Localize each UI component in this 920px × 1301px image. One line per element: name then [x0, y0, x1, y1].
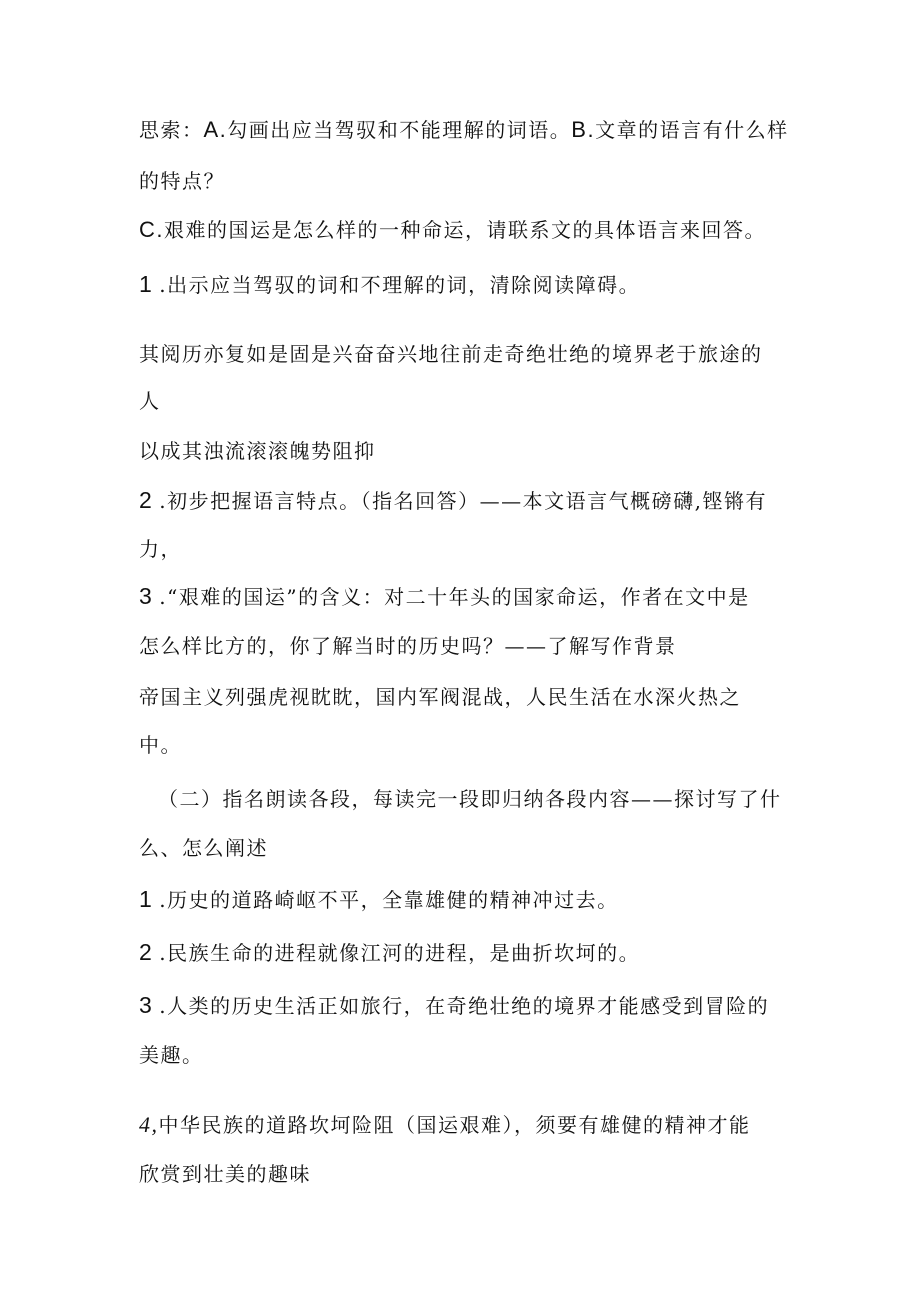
option-a-text: 勾画出应当驾驭和不能理解的词语。 [227, 118, 572, 142]
option-b-letter: B. [571, 117, 596, 142]
item-2-text: .初步把握语言特点。（指名回答）——本文语言气概磅礴,铿锵有 [159, 489, 768, 513]
item-2-cont: 力， [139, 537, 182, 561]
item-1-text: .出示应当驾驭的词和不理解的词，清除阅读障碍。 [159, 273, 641, 297]
item-3-cont: 怎么样比方的，你了解当时的历史吗？——了解写作背景 [139, 634, 677, 658]
option-c-letter: C. [139, 217, 164, 242]
list-item-1 [139, 885, 619, 914]
vocab-line-1-cont: 人 [139, 389, 161, 413]
option-c-line [139, 216, 766, 244]
background-cont: 中。 [139, 733, 182, 757]
item-1-number: 1 [139, 271, 154, 297]
list-item-3-text: .人类的历史生活正如旅行，在奇绝壮绝的境界才能感受到冒险的 [159, 994, 770, 1018]
background-line: 帝国主义列强虎视眈眈，国内军阀混战，人民生活在水深火热之 [139, 685, 741, 709]
item-4-line [139, 1111, 751, 1139]
think-prompt-cont: 的特点？ [139, 169, 225, 193]
option-b-text: 文章的语言有什么样 [595, 118, 789, 142]
think-prefix: 思索： [139, 118, 204, 142]
think-prompt-line [139, 116, 789, 144]
item-2-number: 2 [139, 487, 154, 513]
section-2-cont: 么、怎么阐述 [139, 836, 268, 860]
item-3-text: .“艰难的国运”的含义：对二十年头的国家命运，作者在文中是 [159, 585, 750, 609]
item-2-line [139, 486, 767, 515]
list-item-2-text: .民族生命的进程就像江河的进程，是曲折坎坷的。 [159, 941, 641, 965]
item-3-line [139, 582, 750, 611]
item-3-number: 3 [139, 583, 154, 609]
item-1-line [139, 270, 640, 299]
section-2-line: （二）指名朗读各段，每读完一段即归纳各段内容——探讨写了什 [158, 787, 782, 811]
item-4-cont: 欣赏到壮美的趣味 [139, 1162, 311, 1186]
list-item-1-text: .历史的道路崎岖不平，全靠雄健的精神冲过去。 [159, 888, 619, 912]
item-4-number: 4, [139, 1112, 159, 1137]
vocab-line-2: 以成其浊流滚滚魄势阻抑 [139, 439, 376, 463]
list-item-3-number: 3 [139, 992, 154, 1018]
list-item-3-cont: 美趣。 [139, 1043, 204, 1067]
list-item-2 [139, 938, 640, 967]
list-item-2-number: 2 [139, 939, 154, 965]
vocab-line-1: 其阅历亦复如是固是兴奋奋兴地往前走奇绝壮绝的境界老于旅途的 [139, 342, 763, 366]
list-item-3 [139, 991, 769, 1020]
item-4-text: 中华民族的道路坎坷险阻（国运艰难），须要有雄健的精神才能 [158, 1113, 751, 1137]
option-a-letter: A. [203, 117, 228, 142]
list-item-1-number: 1 [139, 886, 154, 912]
option-c-text: 艰难的国运是怎么样的一种命运，请联系文的具体语言来回答。 [164, 218, 766, 242]
